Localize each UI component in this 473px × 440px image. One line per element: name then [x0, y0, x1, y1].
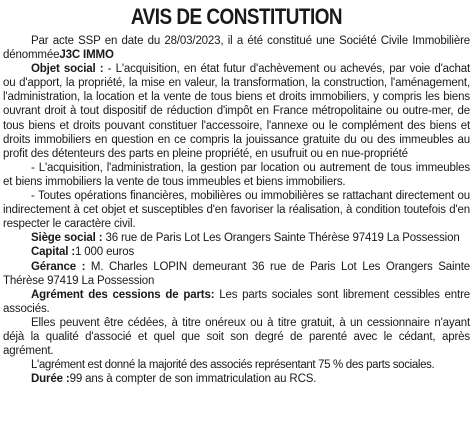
objet-paragraph — [3, 62, 470, 161]
siege-text: 36 rue de Paris Lot Les Orangers Sainte Thérèse 97419 La Possession — [102, 232, 460, 245]
gerance-text: M. Charles LOPIN demeurant 36 rue de Paris Lot Les Orangers Sainte Thérèse 97419 La Possession — [3, 260, 470, 287]
agrement-paragraph-3 — [3, 358, 470, 372]
objet-text: - L'acquisition, en état futur d'achèvement ou achevés, par voie d'achat ou d'apport, la propriété, la mise en valeur, la transformation, la construction, l'aménagement, l'administration, la location et la vente de tous biens et droits immobiliers, y compris les biens ouvrant droit à tout dispositif de réduction d'impôt en France métropolitaine ou outre-mer, de tous biens et droits pouvant constituer l'accessoire, l'annexe ou le complément des biens et droits immobiliers en question en ce compris la jouissance gratuite du ou des immeubles au profit des détenteurs des parts en pleine propriété, en usufruit ou en nue-propriété — [3, 63, 470, 160]
intro-text: Par acte SSP en date du 28/03/2023, il a été constitué une Société Civile Immobilière dénommée — [3, 35, 470, 62]
agrement-paragraph — [3, 288, 470, 316]
agrement-text-2: Elles peuvent être cédées, à titre onéreux ou à titre gratuit, à un cessionnaire n'ayant déjà la qualité d'associé et quel que soit son degré de parenté avec le cédant, après agrément. — [3, 316, 470, 358]
objet-text-2: - L'acquisition, l'administration, la gestion par location ou autrement de tous immeubles et biens immobiliers la vente de tous immeubles et biens immobiliers. — [3, 161, 470, 188]
objet-paragraph-2 — [3, 161, 470, 189]
company-name: J3C IMMO — [59, 49, 114, 62]
duree-label: Durée : — [31, 373, 70, 386]
agrement-text-3: L'agrément est donné la majorité des associés représentant 75 % des parts sociales. — [31, 359, 435, 372]
objet-paragraph-3 — [3, 189, 470, 231]
gerance-label: Gérance : — [31, 260, 86, 273]
agrement-text: Les parts sociales sont librement cessibles entre associés. — [3, 288, 470, 315]
agrement-label: Agrément des cessions de parts: — [31, 288, 215, 301]
siege-paragraph — [3, 231, 470, 245]
duree-paragraph — [3, 372, 470, 386]
capital-paragraph — [3, 245, 470, 259]
notice-title: AVIS DE CONSTITUTION — [130, 4, 343, 29]
intro-paragraph — [3, 34, 470, 62]
gerance-paragraph — [3, 260, 470, 288]
siege-label: Siège social : — [31, 232, 103, 245]
objet-label: Objet social : — [31, 63, 104, 76]
objet-text-3: - Toutes opérations financières, mobilières ou immobilières se rattachant directement ou indirectement à cet objet et susceptibles d'en favoriser la réalisation, à condition toutefois d'en respecter le caractère civil. — [3, 190, 470, 231]
capital-text: 1 000 euros — [75, 246, 135, 259]
duree-text: 99 ans à compter de son immatriculation au RCS. — [69, 373, 317, 386]
capital-label: Capital : — [31, 246, 76, 259]
agrement-paragraph-2 — [3, 316, 470, 358]
